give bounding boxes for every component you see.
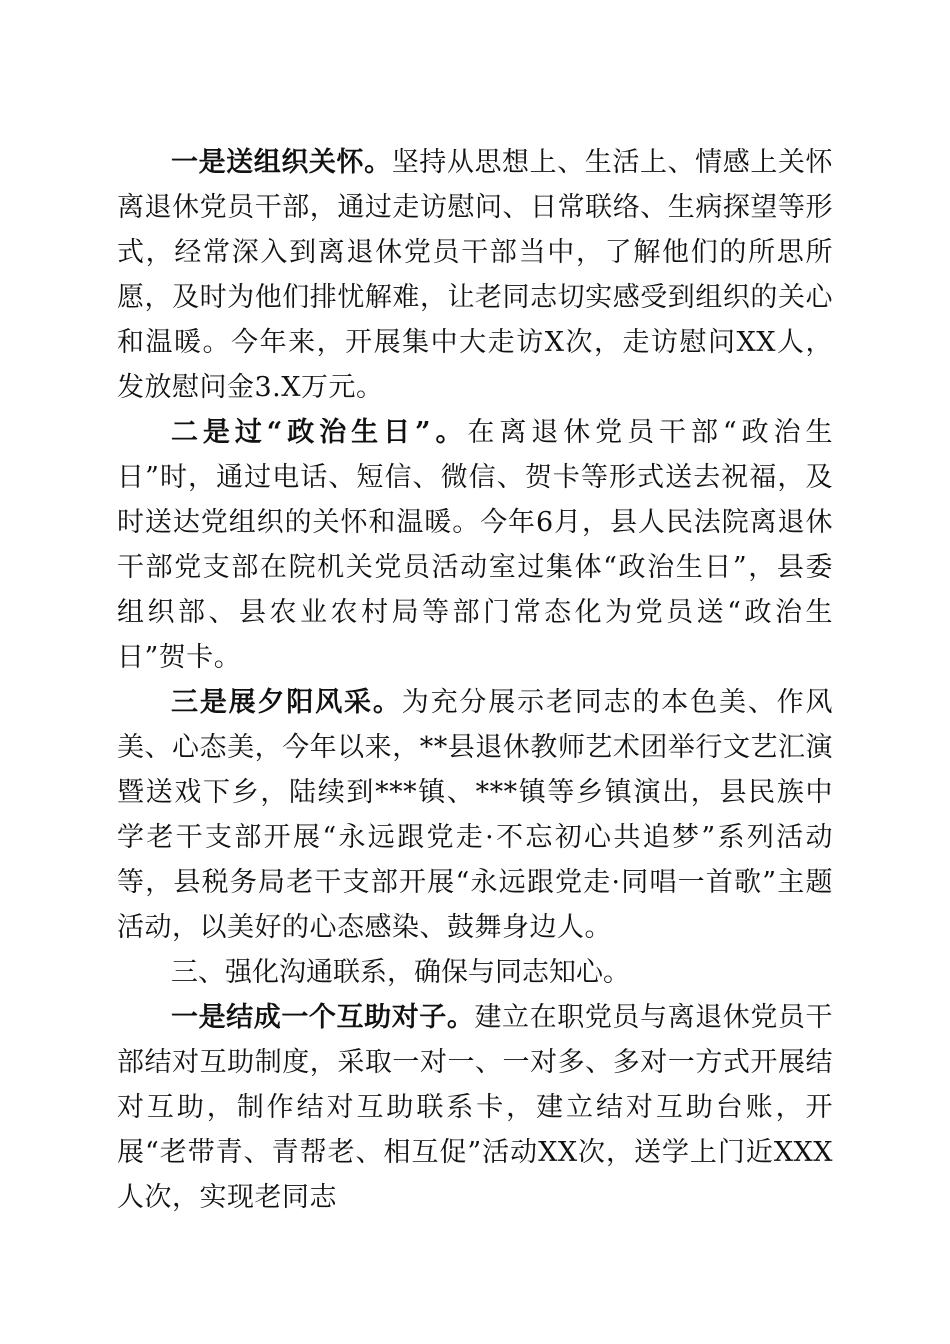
paragraph-political-birthday	[117, 410, 833, 680]
paragraph-lead: 二是过“政治生日”。	[171, 417, 468, 448]
paragraph-text: 坚持从思想上、生活上、情感上关怀离退休党员干部，通过走访慰问、日常联络、生病探望等形式，经常深入到离退休党员干部当中，了解他们的所思所愿，及时为他们排忧解难，让老同志切实感受到组织的关心和温暖。今年来，开展集中大走访X次，走访慰问XX人，发放慰问金3.X万元。	[117, 147, 834, 403]
section-heading: 三、强化沟通联系，确保与同志知心。	[171, 957, 630, 988]
paragraph-lead: 三是展夕阳风采。	[171, 687, 402, 718]
paragraph-sunset-style	[117, 680, 833, 950]
paragraph-mutual-aid-pair	[117, 995, 833, 1220]
document-body	[117, 140, 833, 1220]
paragraph-text: 为充分展示老同志的本色美、作风美、心态美，今年以来，**县退休教师艺术团举行文艺汇演暨送戏下乡，陆续到***镇、***镇等乡镇演出，县民族中学老干支部开展“永远跟党走·不忘初心共追梦”系列活动等，县税务局老干支部开展“永远跟党走·同唱一首歌”主题活动，以美好的心态感染、鼓舞身边人。	[117, 687, 834, 943]
paragraph-organizational-care	[117, 140, 833, 410]
paragraph-text: 建立在职党员与离退休党员干部结对互助制度，采取一对一、一对多、多对一方式开展结对互助，制作结对互助联系卡，建立结对互助台账，开展“老带青、青帮老、相互促”活动XX次，送学上门近XXX人次，实现老同志	[117, 1002, 834, 1213]
paragraph-lead: 一是送组织关怀。	[171, 147, 392, 178]
paragraph-text: 在离退休党员干部“政治生日”时，通过电话、短信、微信、贺卡等形式送去祝福，及时送达党组织的关怀和温暖。今年6月，县人民法院离退休干部党支部在院机关党员活动室过集体“政治生日”，县委组织部、县农业农村局等部门常态化为党员送“政治生日”贺卡。	[117, 417, 833, 673]
paragraph-lead: 一是结成一个互助对子。	[171, 1002, 475, 1033]
